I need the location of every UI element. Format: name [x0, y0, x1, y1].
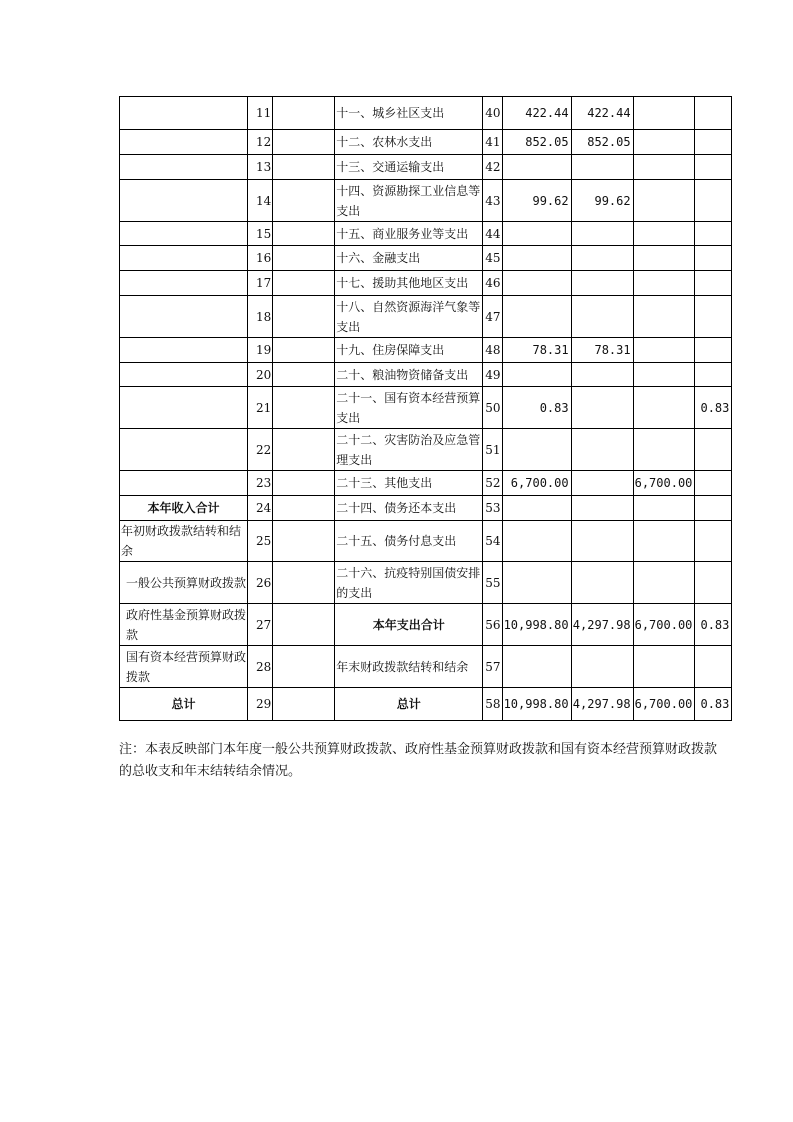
expense-line-number: 58 — [483, 688, 502, 721]
income-item-cell — [120, 222, 248, 246]
income-line-number: 29 — [248, 688, 273, 721]
expense-line-number: 49 — [483, 363, 502, 387]
state-capital-cell — [695, 471, 732, 496]
state-capital-cell: 0.83 — [695, 387, 732, 429]
table-row — [120, 387, 732, 429]
income-amount-cell — [273, 604, 335, 646]
general-budget-cell — [571, 363, 633, 387]
income-line-number: 28 — [248, 646, 273, 688]
income-item-cell: 总计 — [120, 688, 248, 721]
expense-line-number: 55 — [483, 562, 502, 604]
income-item-cell — [120, 180, 248, 222]
expense-item-cell: 二十六、抗疫特别国债安排的支出 — [335, 562, 483, 604]
income-item-cell: 一般公共预算财政拨款 — [120, 562, 248, 604]
budget-table — [119, 96, 732, 721]
expense-line-number: 50 — [483, 387, 502, 429]
general-budget-cell — [571, 155, 633, 180]
income-line-number: 15 — [248, 222, 273, 246]
expense-item-cell: 十九、住房保障支出 — [335, 338, 483, 363]
general-budget-cell: 4,297.98 — [571, 604, 633, 646]
income-line-number: 21 — [248, 387, 273, 429]
fund-budget-cell — [633, 155, 695, 180]
fund-budget-cell: 6,700.00 — [633, 471, 695, 496]
expense-item-cell: 二十五、债务付息支出 — [335, 521, 483, 562]
income-line-number: 13 — [248, 155, 273, 180]
expense-item-cell: 总计 — [335, 688, 483, 721]
income-amount-cell — [273, 646, 335, 688]
income-line-number: 20 — [248, 363, 273, 387]
table-row — [120, 521, 732, 562]
state-capital-cell — [695, 246, 732, 271]
table-row — [120, 471, 732, 496]
expense-item-cell: 十六、金融支出 — [335, 246, 483, 271]
state-capital-cell — [695, 363, 732, 387]
income-amount-cell — [273, 97, 335, 130]
expense-total-cell — [502, 521, 571, 562]
general-budget-cell — [571, 222, 633, 246]
income-item-cell: 本年收入合计 — [120, 496, 248, 521]
general-budget-cell — [571, 429, 633, 471]
table-row — [120, 688, 732, 721]
state-capital-cell — [695, 646, 732, 688]
general-budget-cell — [571, 521, 633, 562]
state-capital-cell — [695, 296, 732, 338]
expense-total-cell: 852.05 — [502, 130, 571, 155]
income-amount-cell — [273, 271, 335, 296]
fund-budget-cell — [633, 180, 695, 222]
expense-line-number: 53 — [483, 496, 502, 521]
expense-line-number: 44 — [483, 222, 502, 246]
general-budget-cell — [571, 562, 633, 604]
table-row — [120, 271, 732, 296]
expense-line-number: 57 — [483, 646, 502, 688]
table-row — [120, 363, 732, 387]
expense-item-cell: 十一、城乡社区支出 — [335, 97, 483, 130]
fund-budget-cell — [633, 338, 695, 363]
expense-line-number: 40 — [483, 97, 502, 130]
table-row — [120, 604, 732, 646]
income-amount-cell — [273, 296, 335, 338]
income-amount-cell — [273, 338, 335, 363]
fund-budget-cell — [633, 97, 695, 130]
expense-item-cell: 十三、交通运输支出 — [335, 155, 483, 180]
income-item-cell: 国有资本经营预算财政拨款 — [120, 646, 248, 688]
expense-item-cell: 本年支出合计 — [335, 604, 483, 646]
income-item-cell — [120, 338, 248, 363]
state-capital-cell — [695, 180, 732, 222]
income-item-cell — [120, 97, 248, 130]
expense-item-cell: 二十三、其他支出 — [335, 471, 483, 496]
fund-budget-cell — [633, 246, 695, 271]
general-budget-cell: 99.62 — [571, 180, 633, 222]
general-budget-cell — [571, 471, 633, 496]
income-item-cell: 政府性基金预算财政拨款 — [120, 604, 248, 646]
expense-line-number: 54 — [483, 521, 502, 562]
general-budget-cell — [571, 387, 633, 429]
state-capital-cell — [695, 429, 732, 471]
income-line-number: 24 — [248, 496, 273, 521]
state-capital-cell — [695, 155, 732, 180]
expense-total-cell: 10,998.80 — [502, 604, 571, 646]
income-amount-cell — [273, 496, 335, 521]
income-amount-cell — [273, 429, 335, 471]
state-capital-cell — [695, 521, 732, 562]
expense-line-number: 46 — [483, 271, 502, 296]
expense-line-number: 51 — [483, 429, 502, 471]
expense-item-cell: 二十四、债务还本支出 — [335, 496, 483, 521]
expense-total-cell — [502, 155, 571, 180]
fund-budget-cell — [633, 646, 695, 688]
table-row — [120, 222, 732, 246]
income-line-number: 14 — [248, 180, 273, 222]
income-item-cell — [120, 387, 248, 429]
general-budget-cell: 422.44 — [571, 97, 633, 130]
general-budget-cell — [571, 646, 633, 688]
expense-total-cell — [502, 271, 571, 296]
expense-total-cell: 99.62 — [502, 180, 571, 222]
income-line-number: 18 — [248, 296, 273, 338]
expense-line-number: 43 — [483, 180, 502, 222]
expense-line-number: 48 — [483, 338, 502, 363]
income-line-number: 26 — [248, 562, 273, 604]
income-line-number: 17 — [248, 271, 273, 296]
state-capital-cell: 0.83 — [695, 688, 732, 721]
table-row — [120, 496, 732, 521]
income-amount-cell — [273, 688, 335, 721]
general-budget-cell: 78.31 — [571, 338, 633, 363]
expense-total-cell — [502, 246, 571, 271]
expense-item-cell: 十七、援助其他地区支出 — [335, 271, 483, 296]
income-item-cell — [120, 471, 248, 496]
expense-line-number: 47 — [483, 296, 502, 338]
income-amount-cell — [273, 363, 335, 387]
table-row — [120, 155, 732, 180]
income-amount-cell — [273, 562, 335, 604]
expense-total-cell: 422.44 — [502, 97, 571, 130]
fund-budget-cell: 6,700.00 — [633, 604, 695, 646]
expense-total-cell — [502, 646, 571, 688]
expense-line-number: 42 — [483, 155, 502, 180]
expense-line-number: 52 — [483, 471, 502, 496]
fund-budget-cell — [633, 130, 695, 155]
expense-total-cell — [502, 429, 571, 471]
income-amount-cell — [273, 155, 335, 180]
table-row — [120, 646, 732, 688]
income-amount-cell — [273, 471, 335, 496]
state-capital-cell — [695, 222, 732, 246]
state-capital-cell: 0.83 — [695, 604, 732, 646]
fund-budget-cell — [633, 521, 695, 562]
fund-budget-cell — [633, 496, 695, 521]
table-row — [120, 246, 732, 271]
general-budget-cell: 4,297.98 — [571, 688, 633, 721]
expense-line-number: 56 — [483, 604, 502, 646]
fund-budget-cell — [633, 387, 695, 429]
income-line-number: 22 — [248, 429, 273, 471]
table-body — [120, 97, 732, 721]
expense-item-cell: 二十二、灾害防治及应急管理支出 — [335, 429, 483, 471]
income-item-cell — [120, 363, 248, 387]
general-budget-cell — [571, 496, 633, 521]
table-note: 注：本表反映部门本年度一般公共预算财政拨款、政府性基金预算财政拨款和国有资本经营预算财政拨款的总收支和年末结转结余情况。 — [119, 742, 718, 779]
expense-item-cell: 十四、资源勘探工业信息等支出 — [335, 180, 483, 222]
income-item-cell — [120, 130, 248, 155]
income-line-number: 19 — [248, 338, 273, 363]
fund-budget-cell — [633, 562, 695, 604]
table-row — [120, 562, 732, 604]
expense-total-cell: 78.31 — [502, 338, 571, 363]
general-budget-cell — [571, 296, 633, 338]
expense-total-cell: 10,998.80 — [502, 688, 571, 721]
income-amount-cell — [273, 180, 335, 222]
expense-total-cell — [502, 222, 571, 246]
expense-total-cell — [502, 363, 571, 387]
income-item-cell — [120, 271, 248, 296]
table-row — [120, 97, 732, 130]
expense-item-cell: 十八、自然资源海洋气象等支出 — [335, 296, 483, 338]
income-line-number: 23 — [248, 471, 273, 496]
income-item-cell — [120, 155, 248, 180]
table-row — [120, 130, 732, 155]
table-row — [120, 338, 732, 363]
expense-item-cell: 十五、商业服务业等支出 — [335, 222, 483, 246]
expense-item-cell: 年末财政拨款结转和结余 — [335, 646, 483, 688]
income-item-cell: 年初财政拨款结转和结余 — [120, 521, 248, 562]
general-budget-cell: 852.05 — [571, 130, 633, 155]
income-amount-cell — [273, 521, 335, 562]
fund-budget-cell — [633, 296, 695, 338]
income-line-number: 16 — [248, 246, 273, 271]
income-amount-cell — [273, 246, 335, 271]
income-item-cell — [120, 296, 248, 338]
income-line-number: 12 — [248, 130, 273, 155]
general-budget-cell — [571, 246, 633, 271]
state-capital-cell — [695, 97, 732, 130]
fund-budget-cell — [633, 222, 695, 246]
income-line-number: 11 — [248, 97, 273, 130]
expense-total-cell: 6,700.00 — [502, 471, 571, 496]
income-item-cell — [120, 429, 248, 471]
table-row — [120, 180, 732, 222]
state-capital-cell — [695, 562, 732, 604]
income-line-number: 27 — [248, 604, 273, 646]
expense-line-number: 45 — [483, 246, 502, 271]
expense-total-cell — [502, 296, 571, 338]
income-amount-cell — [273, 387, 335, 429]
expense-item-cell: 二十一、国有资本经营预算支出 — [335, 387, 483, 429]
fund-budget-cell — [633, 271, 695, 296]
income-line-number: 25 — [248, 521, 273, 562]
state-capital-cell — [695, 496, 732, 521]
expense-total-cell: 0.83 — [502, 387, 571, 429]
table-row — [120, 429, 732, 471]
income-amount-cell — [273, 222, 335, 246]
expense-total-cell — [502, 562, 571, 604]
expense-line-number: 41 — [483, 130, 502, 155]
table-row — [120, 296, 732, 338]
expense-item-cell: 十二、农林水支出 — [335, 130, 483, 155]
state-capital-cell — [695, 271, 732, 296]
general-budget-cell — [571, 271, 633, 296]
income-amount-cell — [273, 130, 335, 155]
fund-budget-cell: 6,700.00 — [633, 688, 695, 721]
fund-budget-cell — [633, 363, 695, 387]
fund-budget-cell — [633, 429, 695, 471]
income-item-cell — [120, 246, 248, 271]
expense-total-cell — [502, 496, 571, 521]
state-capital-cell — [695, 130, 732, 155]
state-capital-cell — [695, 338, 732, 363]
expense-item-cell: 二十、粮油物资储备支出 — [335, 363, 483, 387]
